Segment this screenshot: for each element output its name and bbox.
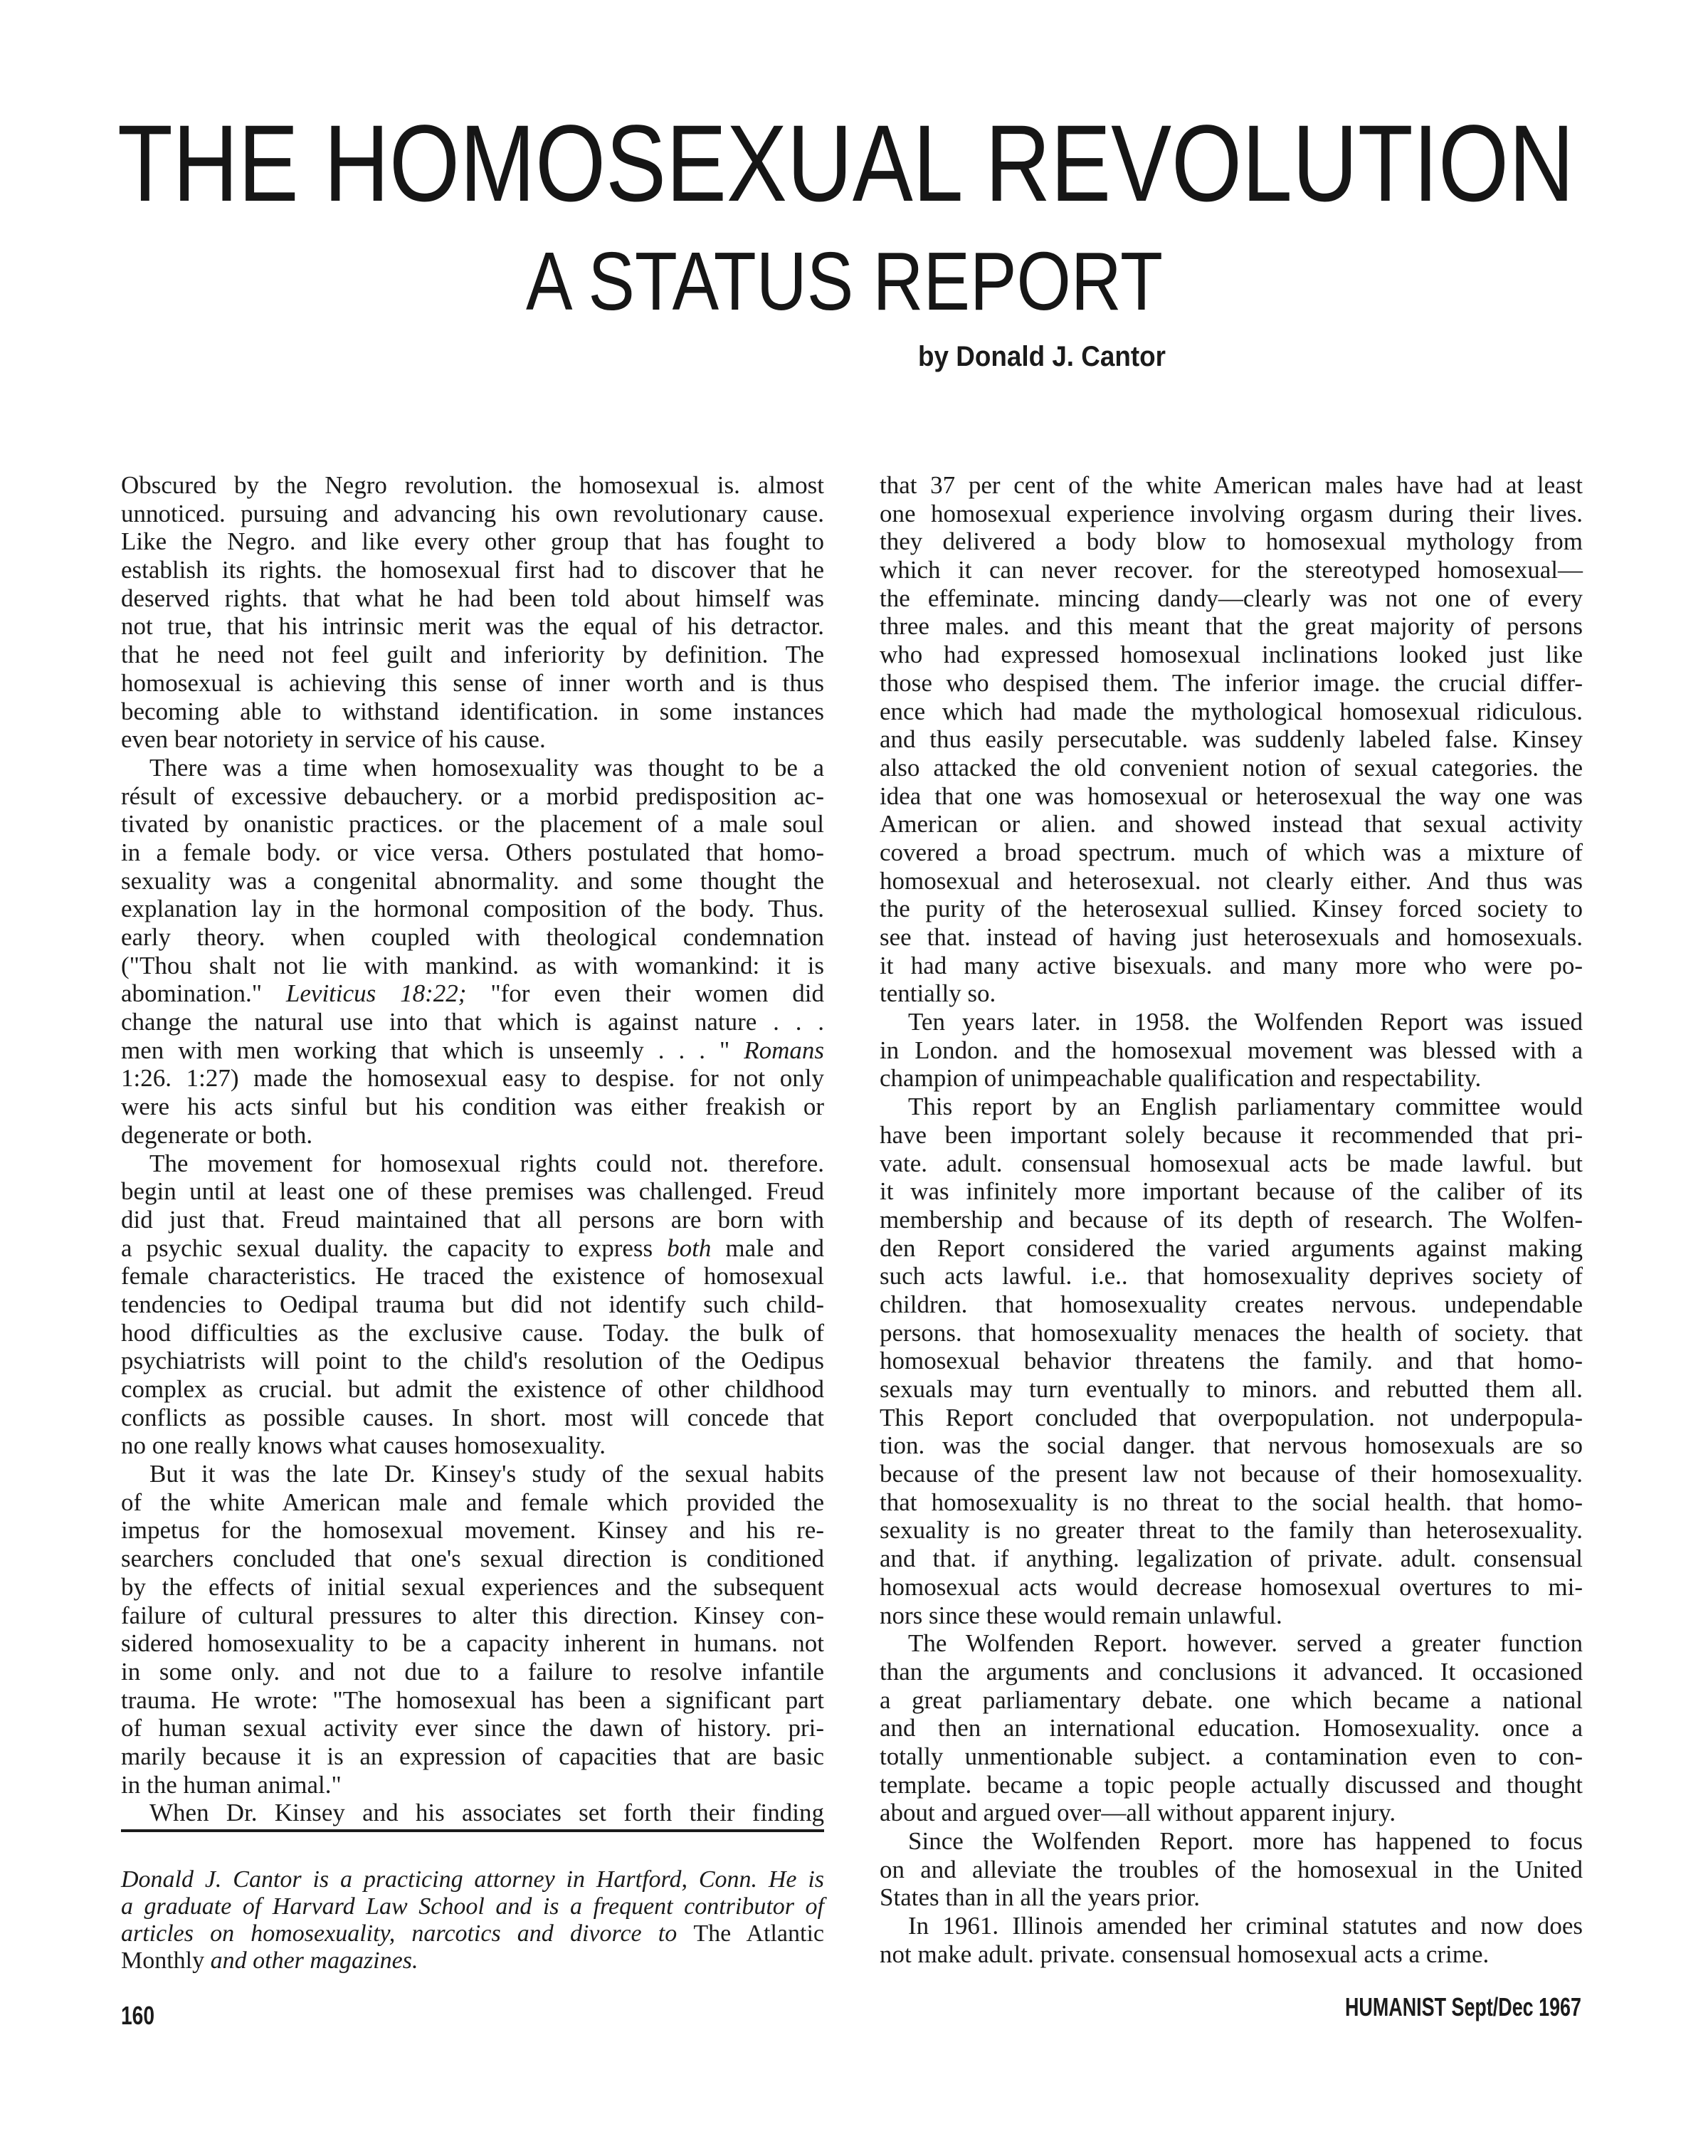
line-text: establish its rights. the homosexual first had to discover that he	[121, 556, 824, 584]
text-line	[121, 1431, 824, 1460]
line-text: were his acts sinful but his condition was either freakish or	[121, 1093, 824, 1121]
text-line	[121, 1008, 824, 1036]
text-line	[121, 1375, 824, 1404]
line-text: even bear notoriety in service of his cause.	[121, 725, 546, 754]
line-text: on and alleviate the troubles of the homosexual in the United	[880, 1855, 1583, 1883]
text-line	[121, 1545, 824, 1573]
line-text: The Atlantic	[693, 1920, 824, 1947]
author-note-line	[121, 1920, 824, 1947]
text-line	[880, 1827, 1583, 1856]
text-line	[880, 612, 1583, 641]
line-text: hood difficulties as the exclusive cause. Today. the bulk of	[121, 1318, 824, 1347]
line-text: impetus for the homosexual movement. Kinsey and his re-	[121, 1516, 824, 1545]
line-text: unnoticed. pursuing and advancing his own revolutionary cause.	[121, 499, 824, 527]
line-text: homosexual acts would decrease homosexual overtures to mi-	[880, 1572, 1583, 1601]
line-text: The Wolfenden Report. however. served a greater function	[908, 1629, 1583, 1658]
text-line	[121, 584, 824, 613]
line-text: complex as crucial. but admit the existence of other childhood	[121, 1375, 824, 1403]
text-line	[121, 1658, 824, 1686]
text-line	[880, 1940, 1583, 1969]
line-text: see that. instead of having just heterosexuals and homosexuals.	[880, 923, 1583, 951]
paragraph	[121, 471, 824, 754]
byline: by Donald J. Cantor	[918, 341, 1166, 372]
text-line	[880, 669, 1583, 698]
line-text: than the arguments and conclusions it advanced. It occasioned	[880, 1657, 1583, 1686]
line-text: When Dr. Kinsey and his associates set forth their finding	[149, 1799, 824, 1827]
italic-text: a graduate of Harvard Law School and is a frequent contributor of	[121, 1893, 824, 1920]
line-text: Monthly	[121, 1947, 211, 1974]
line-text: sexuals may turn eventually to minors. and rebutted them all.	[880, 1375, 1583, 1403]
line-text: Obscured by the Negro revolution. the homosexual is. almost	[121, 471, 824, 499]
text-line	[121, 1290, 824, 1319]
text-line	[880, 782, 1583, 811]
line-text: children. that homosexuality creates nervous. undependable	[880, 1290, 1583, 1318]
text-line	[880, 1516, 1583, 1545]
text-line	[880, 698, 1583, 726]
line-text: template. became a topic people actually discussed and thought	[880, 1770, 1583, 1799]
line-text: vate. adult. consensual homosexual acts be made lawful. but	[880, 1149, 1583, 1177]
text-line	[880, 1629, 1583, 1658]
text-line	[880, 556, 1583, 584]
text-line	[880, 1404, 1583, 1432]
line-text: of human sexual activity ever since the dawn of history. pri-	[121, 1714, 824, 1742]
line-text: deserved rights. that what he had been told about himself was	[121, 584, 824, 612]
text-line	[880, 1206, 1583, 1234]
line-text: sexuality was a congenital abnormality. and some thought the	[121, 866, 824, 895]
text-line	[880, 867, 1583, 895]
line-text: not true, that his intrinsic merit was the equal of his detractor.	[121, 612, 824, 641]
line-text: one homosexual experience involving orgasm during their lives.	[880, 499, 1583, 527]
line-text: and that. if anything. legalization of private. adult. consensual	[880, 1545, 1583, 1573]
line-text: ("Thou shalt not lie with mankind. as with womankind: it is	[121, 951, 824, 979]
text-line	[880, 1658, 1583, 1686]
line-text: in a female body. or vice versa. Others postulated that homo-	[121, 838, 824, 866]
line-text: homosexual is achieving this sense of inner worth and is thus	[121, 668, 824, 697]
text-line	[121, 923, 824, 952]
line-text: they delivered a body blow to homosexual mythology from	[880, 527, 1583, 556]
text-line	[121, 1488, 824, 1517]
text-line	[880, 1121, 1583, 1150]
text-line	[880, 1714, 1583, 1742]
line-text: the purity of the heterosexual sullied. Kinsey forced society to	[880, 895, 1583, 923]
text-line	[880, 1375, 1583, 1404]
text-line	[121, 979, 824, 1008]
line-text: tendencies to Oedipal trauma but did not identify such child-	[121, 1290, 824, 1318]
text-line	[121, 1516, 824, 1545]
body-column-right	[880, 471, 1583, 1968]
line-text: in some only. and not due to a failure to resolve infantile	[121, 1657, 824, 1686]
paragraph	[880, 471, 1583, 1008]
text-line	[880, 1602, 1583, 1630]
text-line	[880, 1431, 1583, 1460]
text-line	[880, 952, 1583, 980]
line-text: sexuality is no greater threat to the family than heterosexuality.	[880, 1516, 1583, 1545]
line-text: This Report concluded that overpopulation. not underpopula-	[880, 1403, 1583, 1431]
line-text: résult of excessive debauchery. or a morbid predisposition ac-	[121, 782, 824, 810]
line-text: begin until at least one of these premises was challenged. Freud	[121, 1177, 824, 1206]
paragraph	[121, 754, 824, 1150]
text-line	[121, 641, 824, 669]
text-line	[880, 1460, 1583, 1488]
text-line	[121, 1686, 824, 1715]
text-line	[121, 1121, 824, 1150]
line-text: psychiatrists will point to the child's resolution of the Oedipus	[121, 1347, 824, 1375]
line-text: that 37 per cent of the white American males have had at least	[880, 471, 1583, 499]
text-line	[880, 1234, 1583, 1263]
text-line	[121, 1573, 824, 1602]
text-line	[121, 1262, 824, 1290]
line-text: in London. and the homosexual movement was blessed with a	[880, 1036, 1583, 1064]
text-line	[880, 500, 1583, 528]
line-text: trauma. He wrote: "The homosexual has been a significant part	[121, 1686, 824, 1714]
line-text: membership and because of its depth of research. The Wolfen-	[880, 1205, 1583, 1234]
line-text: But it was the late Dr. Kinsey's study of the sexual habits	[149, 1460, 824, 1488]
text-line	[121, 754, 824, 782]
text-line	[121, 698, 824, 726]
line-text: States than in all the years prior.	[880, 1883, 1201, 1912]
text-line	[880, 1912, 1583, 1940]
page-number: 160	[121, 2001, 154, 2030]
line-text: failure of cultural pressures to alter this direction. Kinsey con-	[121, 1601, 824, 1629]
line-text: covered a broad spectrum. much of which was a mixture of	[880, 838, 1583, 866]
line-text: about and argued over—all without apparent injury.	[880, 1799, 1396, 1827]
line-text: which it can never recover. for the stereotyped homosexual—	[880, 556, 1583, 584]
line-text: and thus easily persecutable. was suddenly labeled false. Kinsey	[880, 725, 1583, 754]
text-line	[880, 1008, 1583, 1036]
line-text: homosexual and heterosexual. not clearly either. And thus was	[880, 866, 1583, 895]
line-text: explanation lay in the hormonal composition of the body. Thus.	[121, 895, 824, 923]
line-text: a great parliamentary debate. one which became a national	[880, 1686, 1583, 1714]
line-text: There was a time when homosexuality was thought to be a	[149, 753, 824, 782]
text-line	[880, 1573, 1583, 1602]
line-text: "for even their women did	[466, 979, 824, 1008]
line-text: The movement for homosexual rights could not. therefore.	[149, 1149, 824, 1177]
text-line	[880, 1799, 1583, 1827]
paragraph	[880, 1827, 1583, 1912]
line-text: tion. was the social danger. that nervous homosexuals are so	[880, 1431, 1583, 1460]
text-line	[121, 952, 824, 980]
line-text: who had expressed homosexual inclinations looked just like	[880, 641, 1583, 669]
line-text: it had many active bisexuals. and many more who were po-	[880, 951, 1583, 979]
line-text: totally unmentionable subject. a contamination even to con-	[880, 1742, 1583, 1770]
line-text: nors since these would remain unlawful.	[880, 1601, 1282, 1629]
paragraph	[121, 1150, 824, 1461]
italic-text: Leviticus 18:22;	[285, 979, 467, 1008]
line-text: becoming able to withstand identification. in some instances	[121, 697, 824, 725]
line-text: In 1961. Illinois amended her criminal statutes and now does	[908, 1912, 1583, 1940]
text-line	[880, 1177, 1583, 1206]
footnote-divider	[121, 1829, 824, 1832]
line-text: female characteristics. He traced the existence of homosexual	[121, 1262, 824, 1290]
text-line	[121, 1234, 824, 1263]
line-text: those who despised them. The inferior image. the crucial differ-	[880, 668, 1583, 697]
body-column-left	[121, 471, 824, 1827]
text-line	[121, 1714, 824, 1742]
text-line	[880, 1036, 1583, 1065]
text-line	[880, 1545, 1583, 1573]
text-line	[121, 500, 824, 528]
author-note	[121, 1866, 824, 1974]
line-text: sidered homosexuality to be a capacity inherent in humans. not	[121, 1629, 824, 1658]
text-line	[121, 810, 824, 838]
line-text: that homosexuality is no threat to the social health. that homo-	[880, 1488, 1583, 1516]
text-line	[121, 1319, 824, 1347]
line-text: 1:26. 1:27) made the homosexual easy to despise. for not only	[121, 1064, 824, 1093]
text-line	[880, 1290, 1583, 1319]
line-text: abomination."	[121, 979, 286, 1008]
line-text: ence which had made the mythological homosexual ridiculous.	[880, 697, 1583, 725]
author-note-line	[121, 1893, 824, 1920]
line-text: Like the Negro. and like every other group that has fought to	[121, 527, 824, 556]
line-text: not make adult. private. consensual homosexual acts a crime.	[880, 1940, 1490, 1968]
text-line	[121, 1206, 824, 1234]
italic-text: Donald J. Cantor is a practicing attorney in Hartford, Conn. He is	[121, 1866, 824, 1893]
line-text: because of the present law not because of their homosexuality.	[880, 1460, 1583, 1488]
italic-text: Romans	[744, 1036, 824, 1064]
text-line	[880, 1093, 1583, 1121]
text-line	[880, 1856, 1583, 1884]
text-line	[880, 641, 1583, 669]
text-line	[880, 1064, 1583, 1093]
text-line	[880, 1883, 1583, 1912]
text-line	[880, 1347, 1583, 1375]
line-text: champion of unimpeachable qualification and respectability.	[880, 1064, 1482, 1093]
line-text: persons. that homosexuality menaces the health of society. that	[880, 1318, 1583, 1347]
text-line	[121, 1347, 824, 1375]
text-line	[121, 895, 824, 923]
text-line	[121, 1742, 824, 1771]
paragraph	[121, 1460, 824, 1799]
text-line	[880, 1742, 1583, 1771]
text-line	[880, 584, 1583, 613]
line-text: change the natural use into that which is against nature . . .	[121, 1008, 824, 1036]
text-line	[121, 1036, 824, 1065]
line-text: the effeminate. mincing dandy—clearly was not one of every	[880, 584, 1583, 612]
line-text: a psychic sexual duality. the capacity to express	[121, 1234, 668, 1262]
paragraph	[121, 1799, 824, 1827]
line-text: Since the Wolfenden Report. more has happened to focus	[908, 1827, 1583, 1855]
text-line	[121, 1460, 824, 1488]
text-line	[880, 810, 1583, 838]
line-text: Ten years later. in 1958. the Wolfenden Report was issued	[908, 1008, 1583, 1036]
author-note-line	[121, 1866, 824, 1893]
text-line	[880, 725, 1583, 754]
line-text: and then an international education. Homosexuality. once a	[880, 1714, 1583, 1742]
text-line	[121, 1629, 824, 1658]
text-line	[880, 471, 1583, 500]
line-text: early theory. when coupled with theological condemnation	[121, 923, 824, 951]
line-text: that he need not feel guilt and inferiority by definition. The	[121, 641, 824, 669]
publication-footer: HUMANIST Sept/Dec 1967	[1345, 1992, 1581, 2021]
paragraph	[880, 1093, 1583, 1629]
text-line	[121, 556, 824, 584]
line-text: by the effects of initial sexual experiences and the subsequent	[121, 1572, 824, 1601]
line-text: three males. and this meant that the great majority of persons	[880, 612, 1583, 641]
text-line	[121, 1799, 824, 1827]
paragraph	[880, 1912, 1583, 1968]
line-text: in the human animal."	[121, 1770, 342, 1799]
text-line	[121, 1093, 824, 1121]
text-line	[880, 1488, 1583, 1517]
paragraph	[880, 1008, 1583, 1093]
text-line	[121, 1150, 824, 1178]
line-text: it was infinitely more important because of the caliber of its	[880, 1177, 1583, 1206]
text-line	[121, 838, 824, 867]
line-text: This report by an English parliamentary committee would	[908, 1093, 1583, 1121]
text-line	[121, 612, 824, 641]
text-line	[880, 979, 1583, 1008]
line-text: have been important solely because it recommended that pri-	[880, 1120, 1583, 1149]
italic-text: and other magazines.	[210, 1947, 418, 1974]
text-line	[121, 527, 824, 556]
text-line	[880, 1262, 1583, 1290]
text-line	[880, 1771, 1583, 1799]
line-text: no one really knows what causes homosexuality.	[121, 1431, 606, 1460]
article-title: THE HOMOSEXUAL REVOLUTION	[117, 102, 1574, 224]
line-text: did just that. Freud maintained that all persons are born with	[121, 1205, 824, 1234]
line-text: den Report considered the varied arguments against making	[880, 1234, 1583, 1262]
text-line	[880, 527, 1583, 556]
line-text: idea that one was homosexual or heterosexual the way one was	[880, 782, 1583, 810]
author-note-line	[121, 1947, 824, 1974]
text-line	[121, 1771, 824, 1799]
line-text: of the white American male and female which provided the	[121, 1488, 824, 1516]
italic-text: both	[667, 1234, 712, 1262]
text-line	[121, 669, 824, 698]
line-text: also attacked the old convenient notion of sexual categories. the	[880, 753, 1583, 782]
text-line	[880, 1150, 1583, 1178]
line-text: degenerate or both.	[121, 1120, 313, 1149]
line-text: conflicts as possible causes. In short. most will concede that	[121, 1403, 824, 1431]
text-line	[121, 725, 824, 754]
italic-text: articles on homosexuality, narcotics and divorce to	[121, 1920, 694, 1947]
text-line	[121, 1404, 824, 1432]
line-text: marily because it is an expression of capacities that are basic	[121, 1742, 824, 1770]
line-text: such acts lawful. i.e.. that homosexuality deprives society of	[880, 1262, 1583, 1290]
line-text: searchers concluded that one's sexual direction is conditioned	[121, 1545, 824, 1573]
text-line	[880, 1686, 1583, 1715]
text-line	[121, 782, 824, 811]
text-line	[880, 1319, 1583, 1347]
text-line	[121, 867, 824, 895]
text-line	[121, 1602, 824, 1630]
paragraph	[880, 1629, 1583, 1827]
line-text: male and	[711, 1234, 824, 1262]
text-line	[880, 895, 1583, 923]
text-line	[121, 1177, 824, 1206]
text-line	[880, 923, 1583, 952]
line-text: American or alien. and showed instead that sexual activity	[880, 810, 1583, 838]
text-line	[880, 754, 1583, 782]
line-text: tentially so.	[880, 979, 996, 1008]
text-line	[880, 838, 1583, 867]
line-text: men with men working that which is unseemly . . . "	[121, 1036, 744, 1064]
line-text: homosexual behavior threatens the family. and that homo-	[880, 1347, 1583, 1375]
text-line	[121, 1064, 824, 1093]
text-line	[121, 471, 824, 500]
line-text: tivated by onanistic practices. or the placement of a male soul	[121, 810, 824, 838]
article-subtitle: A STATUS REPORT	[526, 235, 1163, 327]
